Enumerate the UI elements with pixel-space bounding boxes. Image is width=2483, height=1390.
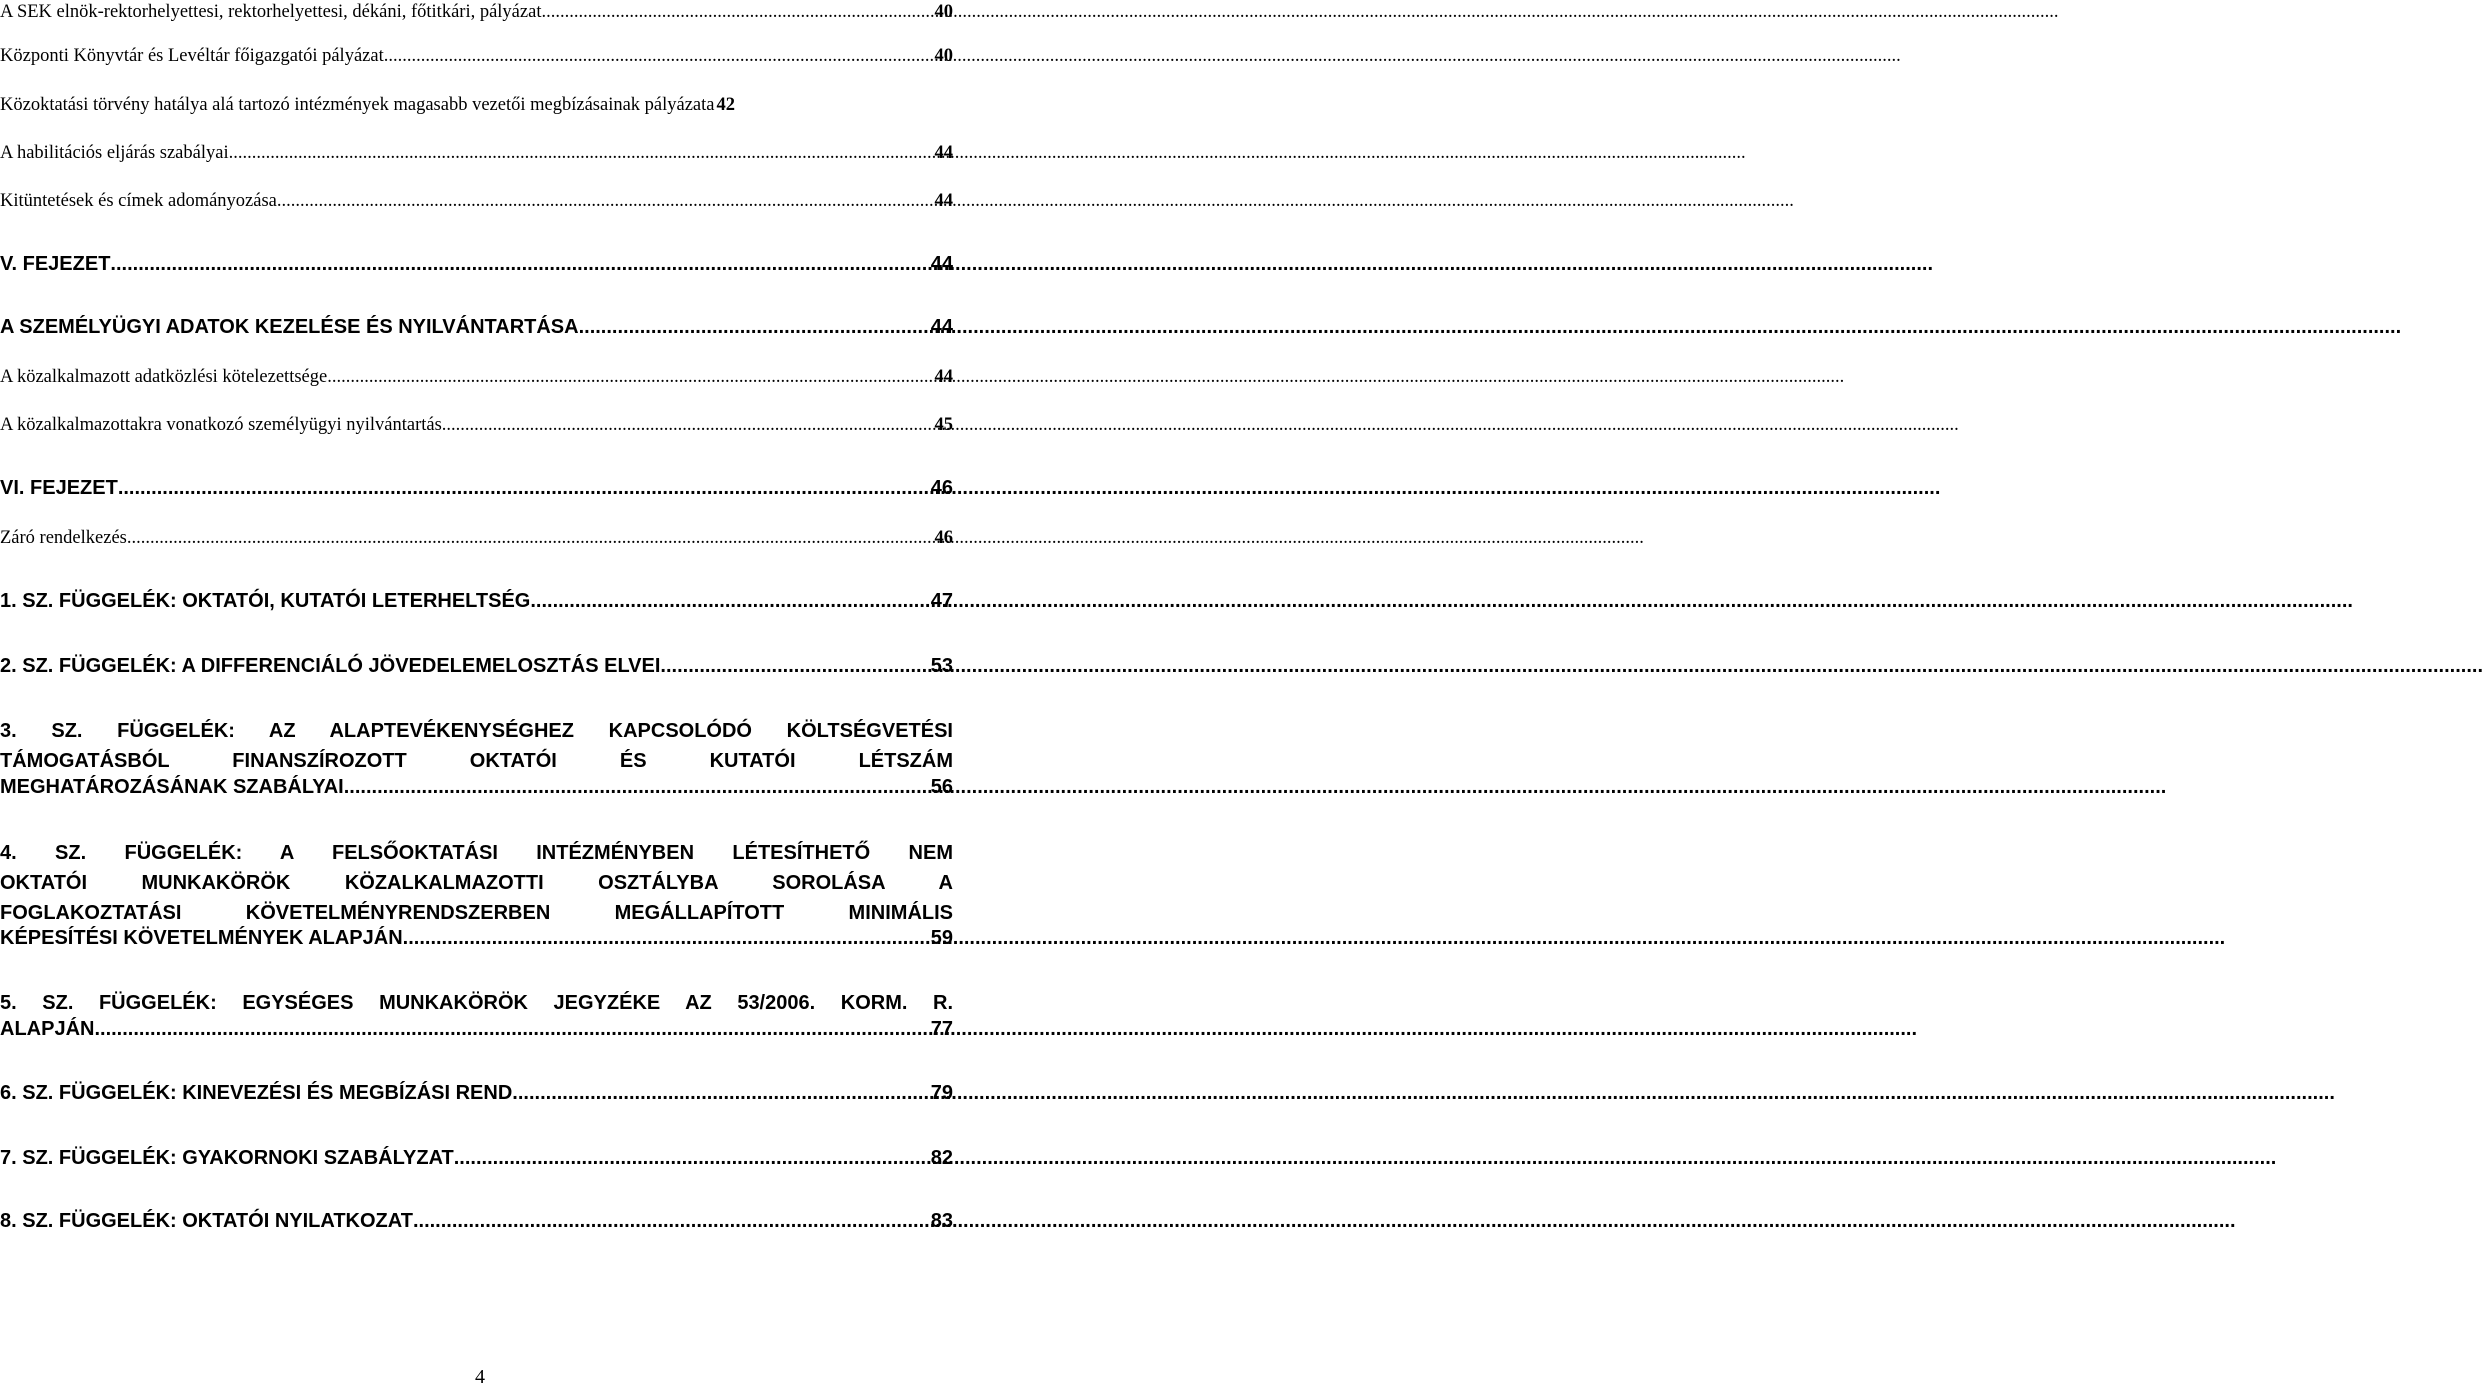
toc-entry-title: A habilitációs eljárás szabályai [0,143,229,163]
dot-leader [94,1018,928,1041]
toc-entry-page: 47 [930,590,953,612]
toc-entry-title: Kitüntetések és címek adományozása [0,191,277,211]
dot-leader [384,46,933,67]
toc-entry[interactable] [0,716,953,799]
dot-leader [442,415,933,436]
toc-entry-title: 8. SZ. FÜGGELÉK: OKTATÓI NYILATKOZAT [0,1210,413,1232]
toc-entry-page: 83 [930,1210,953,1232]
toc-entry[interactable] [0,367,953,388]
toc-entry[interactable] [0,2,953,23]
toc-entry-title: Záró rendelkezés [0,528,127,548]
toc-entry[interactable] [0,253,953,276]
toc-entry-line: 4. SZ. FÜGGELÉK: A FELSŐOKTATÁSI INTÉZMÉNYBEN LÉTESÍTHETŐ NEM [0,842,953,864]
toc-entry-line: OKTATÓI MUNKAKÖRÖK KÖZALKALMAZOTTI OSZTÁLYBA SOROLÁSA A [0,872,953,894]
toc-entry-page: 79 [930,1082,953,1104]
dot-leader [110,253,928,276]
dot-leader [229,143,933,164]
toc-entry-page: 46 [930,477,953,499]
toc-entry[interactable] [0,528,953,549]
toc-entry-line: TÁMOGATÁSBÓL FINANSZÍROZOTT OKTATÓI ÉS KUTATÓI LÉTSZÁM [0,750,953,772]
toc-entry-line: 5. SZ. FÜGGELÉK: EGYSÉGES MUNKAKÖRÖK JEGYZÉKE AZ 53/2006. KORM. R. [0,992,953,1014]
toc-entry-title: Közoktatási törvény hatálya alá tartozó intézmények magasabb vezetői megbízásainak pályázata [0,95,715,115]
toc-entry-title: A közalkalmazottakra vonatkozó személyügyi nyilvántartás [0,415,442,435]
toc-entry[interactable] [0,1147,953,1170]
toc-entry-title: VI. FEJEZET [0,477,118,499]
dot-leader [579,316,929,339]
page-number: 4 [475,1366,485,1388]
toc-entry-page: 56 [930,776,953,798]
toc-entry-page: 40 [934,46,953,66]
toc-entry-page: 42 [716,95,735,115]
toc-entry[interactable] [0,191,953,212]
dot-leader [541,2,932,23]
toc-entry-page: 40 [934,2,953,22]
toc-entry-title: A SEK elnök-rektorhelyettesi, rektorhelyettesi, dékáni, főtitkári, pályázat [0,2,542,22]
dot-leader [327,367,932,388]
toc-entry-page: 44 [930,253,953,275]
dot-leader [118,477,929,500]
toc-entry-line: FOGLAKOZTATÁSI KÖVETELMÉNYRENDSZERBEN MEGÁLLAPÍTOTT MINIMÁLIS [0,902,953,924]
toc-entry-page: 59 [930,927,953,949]
toc-entry-title: A SZEMÉLYÜGYI ADATOK KEZELÉSE ÉS NYILVÁNTARTÁSA [0,316,579,338]
toc-entry-title: 2. SZ. FÜGGELÉK: A DIFFERENCIÁLÓ JÖVEDELEMELOSZTÁS ELVEI [0,655,661,677]
toc-entry[interactable] [0,95,953,116]
toc-entry-title: Központi Könyvtár és Levéltár főigazgatói pályázat [0,46,384,66]
dot-leader [403,927,929,950]
dot-leader [277,191,933,212]
dot-leader [530,590,928,613]
dot-leader [512,1082,928,1105]
toc-entry-title: V. FEJEZET [0,253,111,275]
toc-entry-line: 3. SZ. FÜGGELÉK: AZ ALAPTEVÉKENYSÉGHEZ KAPCSOLÓDÓ KÖLTSÉGVETÉSI [0,720,953,742]
toc-entry[interactable] [0,46,953,67]
toc-entry[interactable] [0,1210,953,1233]
toc-entry-title: A közalkalmazott adatközlési kötelezettsége [0,367,328,387]
toc-entry-title: KÉPESÍTÉSI KÖVETELMÉNYEK ALAPJÁN [0,927,403,949]
toc-entry[interactable] [0,415,953,436]
toc-entry[interactable] [0,316,953,339]
toc-entry-page: 45 [934,415,953,435]
toc-entry-page: 46 [934,528,953,548]
toc-entry-title: 6. SZ. FÜGGELÉK: KINEVEZÉSI ÉS MEGBÍZÁSI REND [0,1082,513,1104]
toc-entry[interactable] [0,477,953,500]
toc-entry-page: 77 [930,1018,953,1040]
dot-leader [660,655,928,678]
dot-leader [344,776,929,799]
toc-entry[interactable] [0,988,953,1041]
toc-entry-title: ALAPJÁN [0,1018,95,1040]
toc-entry[interactable] [0,927,953,950]
toc-entry-title: 7. SZ. FÜGGELÉK: GYAKORNOKI SZABÁLYZAT [0,1147,454,1169]
toc-entry-page: 44 [934,191,953,211]
toc-entry[interactable] [0,655,953,678]
toc-entry[interactable] [0,590,953,613]
toc-entry-title: MEGHATÁROZÁSÁNAK SZABÁLYAI [0,776,344,798]
toc-entry-page: 82 [930,1147,953,1169]
toc-entry[interactable] [0,838,953,928]
toc-entry-page: 44 [934,143,953,163]
toc-entry-page: 44 [930,316,953,338]
dot-leader [454,1147,929,1170]
dot-leader [413,1210,929,1233]
toc-entry-page: 53 [930,655,953,677]
toc-entry[interactable] [0,143,953,164]
toc-entry-page: 44 [934,367,953,387]
dot-leader [127,528,933,549]
toc-entry[interactable] [0,1082,953,1105]
toc-entry-title: 1. SZ. FÜGGELÉK: OKTATÓI, KUTATÓI LETERHELTSÉG [0,590,531,612]
